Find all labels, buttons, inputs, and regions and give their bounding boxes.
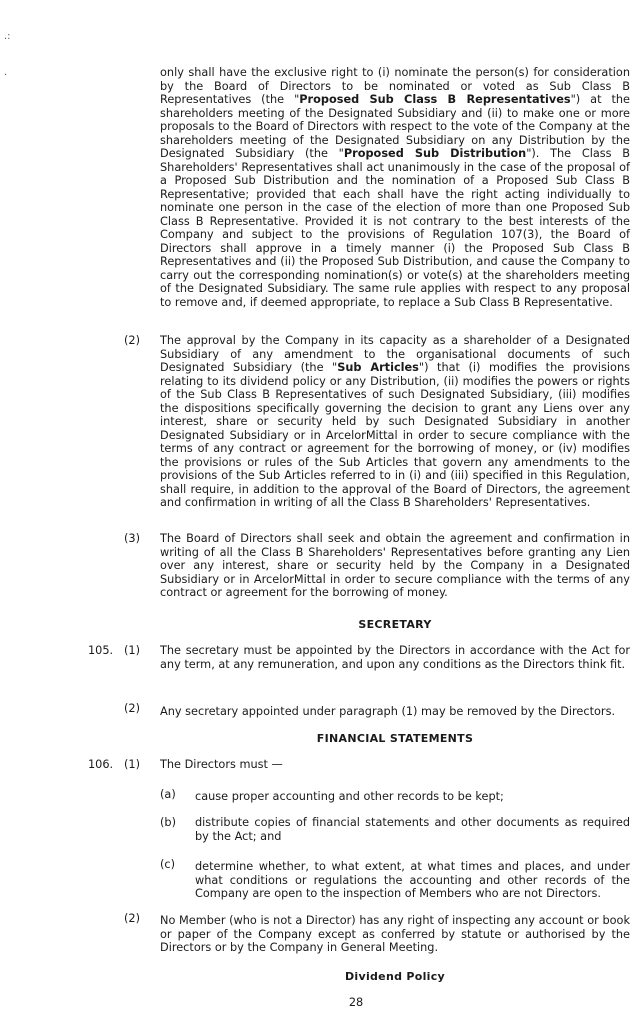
section-heading-secretary: SECRETARY (358, 618, 432, 631)
clause-text: The approval by the Company in its capacity as a shareholder of a Designated Subsidiary of any amendment to the organisational documents of such Designated Subsidiary (the " (160, 334, 630, 374)
clause-2-paragraph (160, 334, 630, 510)
item-label: (c) (160, 858, 176, 871)
section-heading-financial-statements: FINANCIAL STATEMENTS (316, 732, 474, 745)
clause-number: (3) (124, 532, 141, 545)
page-number: 28 (348, 996, 364, 1009)
secretary-paragraph-1: The secretary must be appointed by the Directors in accordance with the Act for any term, at any remuneration, and upon any conditions as the Directors think fit. (160, 644, 630, 671)
financial-paragraph-1: The Directors must — (160, 758, 283, 771)
item-label: (a) (160, 788, 176, 801)
intro-text: "). The Class B Shareholders' Representatives shall act unanimously in the case of the proposal of a Proposed Sub Distribution and the nomination of a Proposed Sub Class B Representative; provided that each shall have the right acting individually to nominate one person in the case of the election of more than one Proposed Sub Class B Representative. Provided it is not contrary to the best interests of the Company and subject to the provisions of Regulation 107(3), the Board of Directors shall approve in a timely manner (i) the Proposed Sub Class B Representatives and (ii) the Proposed Sub Distribution, and cause the Company to carry out the corresponding nomination(s) or vote(s) at the shareholders meeting of the Designated Subsidiary. The same rule applies with respect to any proposal to remove and, if deemed appropriate, to replace a Sub Class B Representative. (160, 147, 630, 309)
intro-text: ") at the shareholders meeting of the Designated Subsidiary and (ii) to make one or more proposals to the Board of Directors with respect to the vote of the Company at the shareholders meeting of the Designated Subsidiary on any Distribution by the Designated Subsidiary (the " (160, 93, 630, 160)
section-heading-dividend-policy: Dividend Policy (344, 970, 446, 983)
defined-term: Proposed Sub Class B Representatives (299, 93, 571, 106)
paragraph-number: (1) (124, 758, 141, 771)
defined-term: Sub Articles (337, 361, 419, 374)
item-label: (b) (160, 816, 176, 829)
margin-mark: .: (4, 31, 11, 42)
intro-text: only shall have the exclusive right to (i) nominate the person(s) for consideration by the Board of Directors to be nominated or voted as Sub Class B Representatives (the " (160, 66, 630, 106)
margin-mark: . (4, 67, 8, 78)
financial-item-b: distribute copies of financial statements and other documents as required by the Act; and (195, 816, 630, 843)
paragraph-number: (2) (124, 702, 141, 715)
paragraph-number: (2) (124, 912, 141, 925)
clause-3-paragraph: The Board of Directors shall seek and obtain the agreement and confirmation in writing of all the Class B Shareholders' Representatives before granting any Lien over any interest, share or security held by the Company in a Designated Subsidiary or in ArcelorMittal in order to secure compliance with the terms of any contract or agreement for the borrowing of money. (160, 532, 630, 599)
clause-text: ") that (i) modifies the provisions relating to its dividend policy or any Distribution, (ii) modifies the powers or rights of the Sub Class B Representatives of such Designated Subsidiary, (iii) modifies the dispositions specifically governing the decision to grant any Liens over any interest, share or security held by such Designated Subsidiary in another Designated Subsidiary or in ArcelorMittal in order to secure compliance with the terms of any contract or agreement for the borrowing of money, or (iv) modifies the provisions or rules of the Sub Articles that govern any amendments to the provisions of the Sub Articles referred to in (i) and (iii) specified in this Regulation, shall require, in addition to the approval of the Board of Directors, the agreement and confirmation in writing of all the Class B Shareholders' Representatives. (160, 361, 630, 509)
intro-paragraph (160, 66, 630, 309)
financial-item-c: determine whether, to what extent, at what times and places, and under what conditions or regulations the accounting and other records of the Company are open to the inspection of Members who are not Directors. (195, 860, 630, 900)
regulation-number: 106. (88, 758, 114, 771)
regulation-number: 105. (88, 644, 114, 657)
financial-paragraph-2: No Member (who is not a Director) has any right of inspecting any account or book or paper of the Company except as conferred by statute or authorised by the Directors or by the Company in General Meeting. (160, 914, 630, 954)
secretary-paragraph-2: Any secretary appointed under paragraph (1) may be removed by the Directors. (160, 705, 616, 718)
financial-item-a: cause proper accounting and other records to be kept; (195, 790, 504, 803)
defined-term: Proposed Sub Distribution (343, 147, 527, 160)
paragraph-number: (1) (124, 644, 141, 657)
clause-number: (2) (124, 334, 141, 347)
